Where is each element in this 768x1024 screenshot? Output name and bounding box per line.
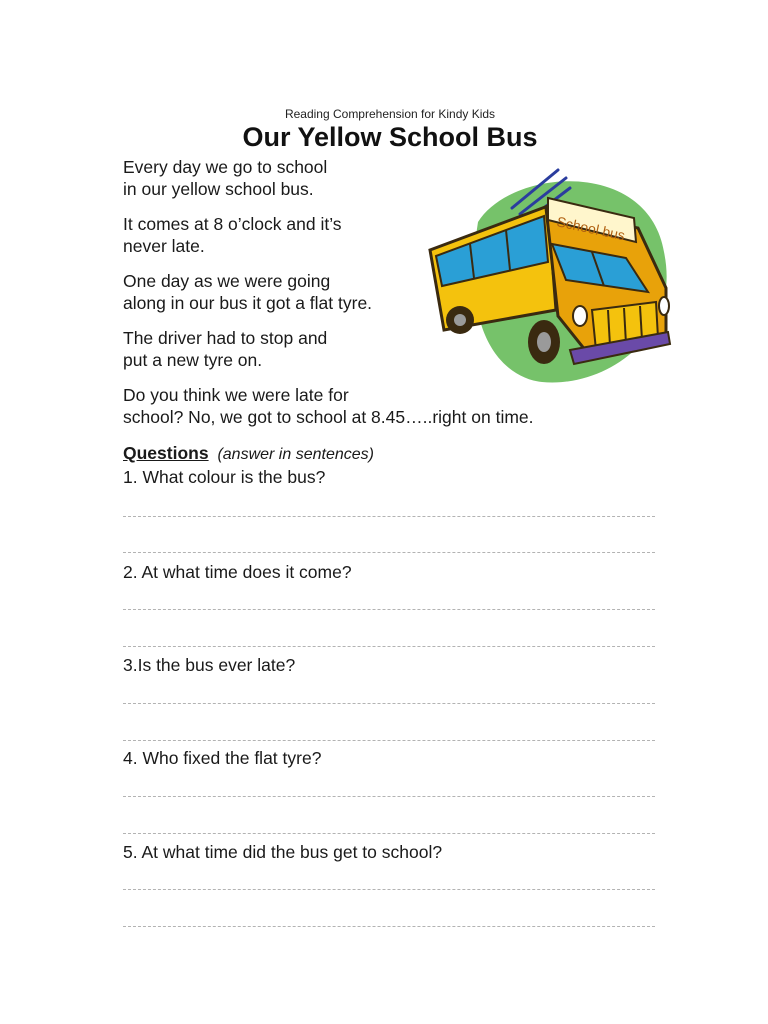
story-line: along in our bus it got a flat tyre. <box>123 293 373 313</box>
story-line: never late. <box>123 236 205 256</box>
question-4: 4. Who fixed the flat tyre? <box>123 748 322 768</box>
story-line: in our yellow school bus. <box>123 179 314 199</box>
question-3: 3.Is the bus ever late? <box>123 655 296 675</box>
answer-line[interactable] <box>123 889 655 890</box>
answer-line[interactable] <box>123 552 655 553</box>
answer-line[interactable] <box>123 926 655 927</box>
answer-line[interactable] <box>123 516 655 517</box>
answer-line[interactable] <box>123 833 655 834</box>
school-bus-illustration <box>420 160 682 392</box>
story-line: One day as we were going <box>123 271 331 291</box>
story-line: school? No, we got to school at 8.45…..right on time. <box>123 407 534 427</box>
bus-sign-label: School bus <box>555 213 627 244</box>
story-line: Every day we go to school <box>123 157 328 177</box>
answer-line[interactable] <box>123 703 655 704</box>
questions-heading <box>123 443 374 464</box>
question-5: 5. At what time did the bus get to school? <box>123 842 443 862</box>
answer-line[interactable] <box>123 609 655 610</box>
worksheet-title: Our Yellow School Bus <box>242 122 538 152</box>
questions-note: (answer in sentences) <box>217 446 374 463</box>
answer-line[interactable] <box>123 740 655 741</box>
bus-headlight <box>573 306 587 326</box>
story-line: put a new tyre on. <box>123 350 263 370</box>
bus-headlight <box>659 297 669 315</box>
question-2: 2. At what time does it come? <box>123 562 352 582</box>
story-line: Do you think we were late for <box>123 385 349 405</box>
answer-line[interactable] <box>123 796 655 797</box>
question-1: 1. What colour is the bus? <box>123 467 326 487</box>
answer-line[interactable] <box>123 646 655 647</box>
story-line: It comes at 8 o’clock and it’s <box>123 214 342 234</box>
worksheet-subtitle: Reading Comprehension for Kindy Kids <box>284 107 496 121</box>
questions-label: Questions <box>123 443 209 463</box>
story-line: The driver had to stop and <box>123 328 328 348</box>
